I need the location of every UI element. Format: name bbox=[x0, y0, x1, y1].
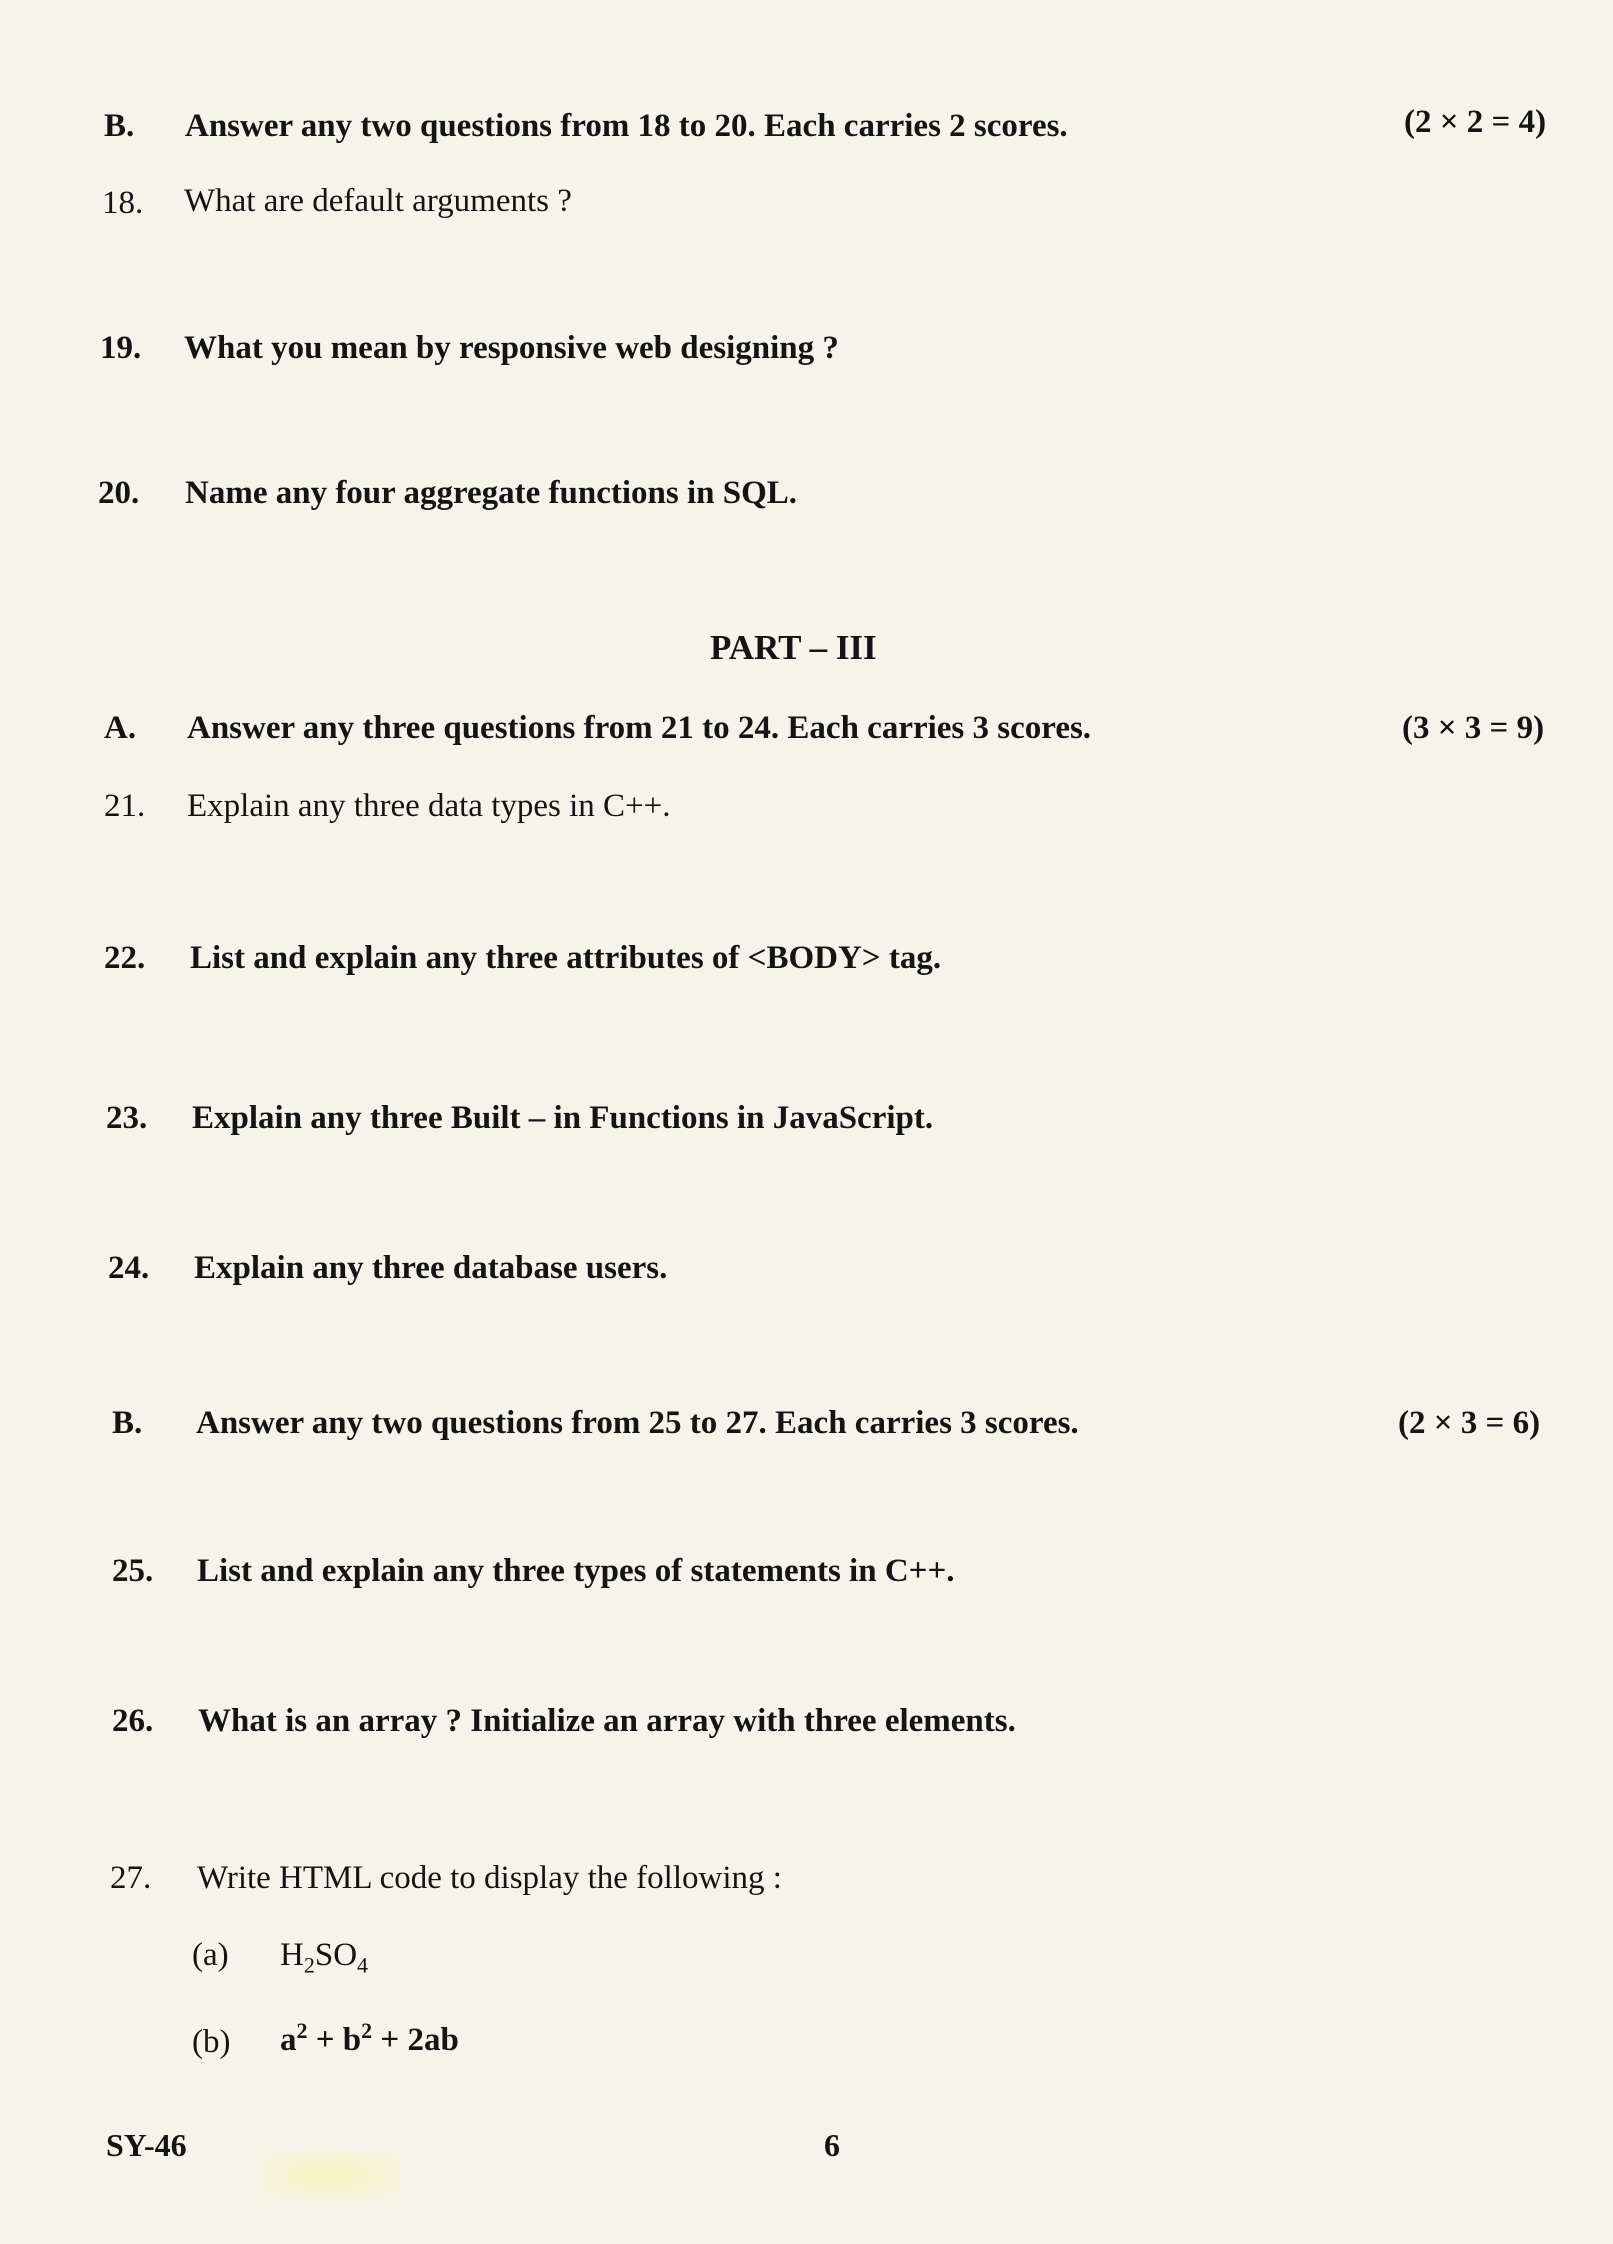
footer-code: SY-46 bbox=[106, 2127, 187, 2163]
formula-subscript: 4 bbox=[357, 1952, 369, 1978]
section-instruction: Answer any two questions from 18 to 20. Each carries 2 scores. bbox=[185, 108, 1068, 144]
question-text: List and explain any three attributes of <BODY> tag. bbox=[190, 940, 942, 976]
formula-superscript: 2 bbox=[296, 2018, 308, 2043]
paper-smudge bbox=[260, 2150, 400, 2200]
question-text: What is an array ? Initialize an array with three elements. bbox=[198, 1703, 1016, 1739]
question-text: What you mean by responsive web designing ? bbox=[184, 330, 839, 366]
section-label: B. bbox=[112, 1405, 143, 1441]
question-number: 18. bbox=[102, 185, 144, 221]
question-text: Explain any three Built – in Functions in JavaScript. bbox=[192, 1100, 934, 1136]
formula-text: a bbox=[280, 2022, 297, 2058]
page-number: 6 bbox=[824, 2127, 840, 2163]
question-text: Write HTML code to display the following : bbox=[197, 1860, 782, 1896]
formula-text: + b bbox=[307, 2022, 362, 2058]
question-number: 19. bbox=[100, 330, 142, 366]
section-score: (3 × 3 = 9) bbox=[1402, 710, 1545, 746]
question-text: Explain any three data types in C++. bbox=[187, 788, 671, 824]
formula-expansion bbox=[280, 2018, 459, 2059]
question-text: Name any four aggregate functions in SQL. bbox=[185, 475, 798, 511]
question-number: 27. bbox=[110, 1860, 152, 1896]
section-label: A. bbox=[104, 710, 137, 746]
formula-text: H bbox=[280, 1937, 304, 1973]
question-number: 20. bbox=[98, 475, 140, 511]
question-number: 26. bbox=[112, 1703, 154, 1739]
subitem-label: (a) bbox=[192, 1937, 229, 1973]
question-number: 24. bbox=[108, 1250, 150, 1286]
question-text: List and explain any three types of statements in C++. bbox=[197, 1553, 955, 1589]
part-heading: PART – III bbox=[710, 628, 877, 667]
section-score: (2 × 2 = 4) bbox=[1404, 104, 1547, 140]
formula-h2so4 bbox=[280, 1937, 368, 1979]
question-number: 22. bbox=[104, 940, 146, 976]
section-label: B. bbox=[104, 108, 135, 144]
question-text: What are default arguments ? bbox=[184, 183, 572, 219]
question-text: Explain any three database users. bbox=[194, 1250, 668, 1286]
formula-text: SO bbox=[314, 1937, 358, 1973]
formula-text: + 2ab bbox=[372, 2022, 459, 2058]
question-number: 21. bbox=[104, 788, 146, 824]
question-number: 25. bbox=[112, 1553, 154, 1589]
section-instruction: Answer any three questions from 21 to 24. Each carries 3 scores. bbox=[187, 710, 1092, 746]
question-number: 23. bbox=[106, 1100, 148, 1136]
formula-subscript: 2 bbox=[303, 1952, 315, 1978]
subitem-label: (b) bbox=[192, 2024, 231, 2060]
formula-superscript: 2 bbox=[361, 2018, 373, 2043]
section-score: (2 × 3 = 6) bbox=[1398, 1405, 1541, 1441]
section-instruction: Answer any two questions from 25 to 27. Each carries 3 scores. bbox=[196, 1405, 1079, 1441]
